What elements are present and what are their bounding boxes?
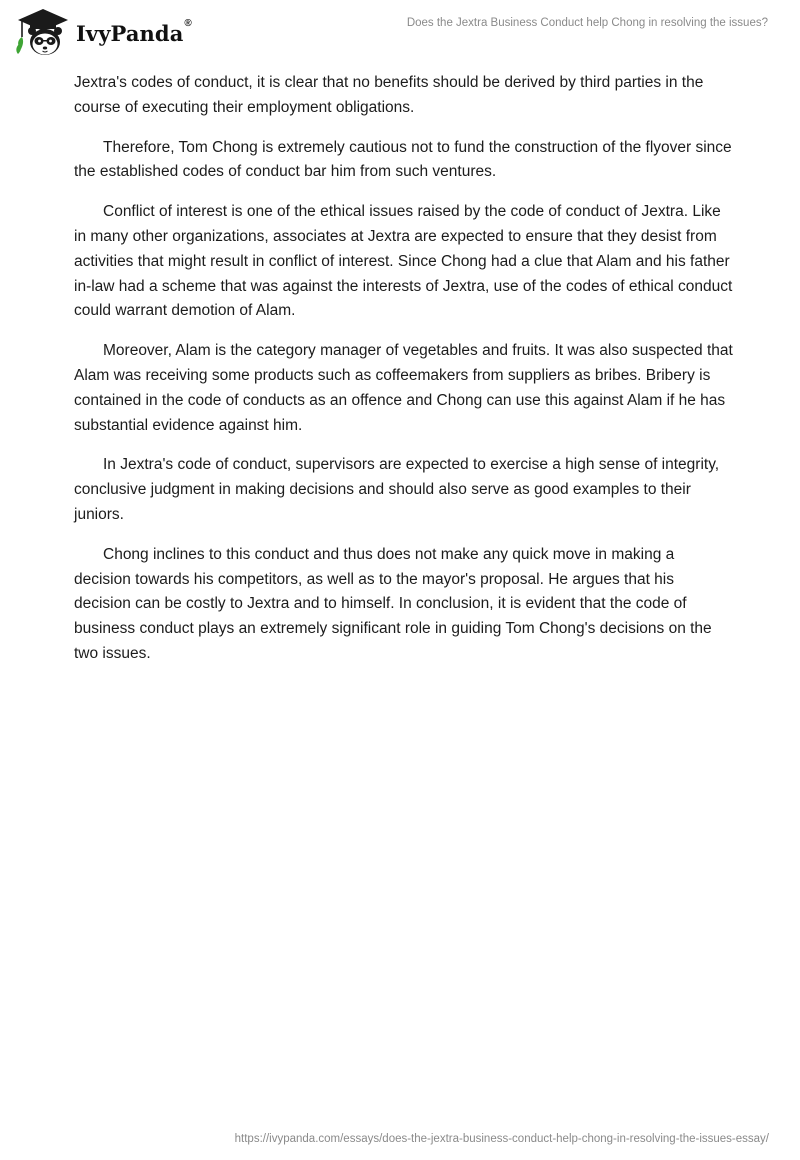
paragraph-4: Moreover, Alam is the category manager of vegetables and fruits. It was also suspected that Alam was receiving some products such as coffeemakers from suppliers as bribes. Bribery is contained in the code of conducts as an offence and Chong can use this against Alam if he has substantial evidence against him. [74,342,733,434]
page-header [0,0,800,70]
paragraph-5: In Jextra's code of conduct, supervisors are expected to exercise a high sense of integrity, conclusive judgment in making decisions and should also serve as good examples to their juniors. [74,456,720,523]
document-title: Does the Jextra Business Conduct help Chong in resolving the issues? [406,17,768,29]
paragraph-3: Conflict of interest is one of the ethical issues raised by the code of conduct of Jextra. Like in many other organizations, associates at Jextra are expected to ensure that they desist from activities that might result in conflict of interest. Since Chong had a clue that Alam and his father in-law had a scheme that was against the interests of Jextra, use of the codes of ethical conduct could warrant demotion of Alam. [74,203,733,320]
registered-mark: ® [184,17,192,29]
logo-wordmark: IvyPanda [76,20,184,46]
panda-graduate-icon [14,7,72,59]
essay-body [74,71,734,682]
source-url[interactable]: https://ivypanda.com/essays/does-the-jextra-business-conduct-help-chong-in-resolving-the-issues-essay/ [234,1133,769,1145]
paragraph-2: Therefore, Tom Chong is extremely cautious not to fund the construction of the flyover since the established codes of conduct bar him from such ventures. [74,138,732,181]
paragraph-1: Jextra's codes of conduct, it is clear that no benefits should be derived by third parties in the course of executing their employment obligations. [74,74,704,116]
ivypanda-logo[interactable] [14,7,192,59]
paragraph-6: Chong inclines to this conduct and thus does not make any quick move in making a decision towards his competitors, as well as to the mayor's proposal. He argues that his decision can be costly to Jextra and to himself. In conclusion, it is evident that the code of business conduct plays an extremely significant role in guiding Tom Chong's decisions on the two issues. [74,545,712,662]
